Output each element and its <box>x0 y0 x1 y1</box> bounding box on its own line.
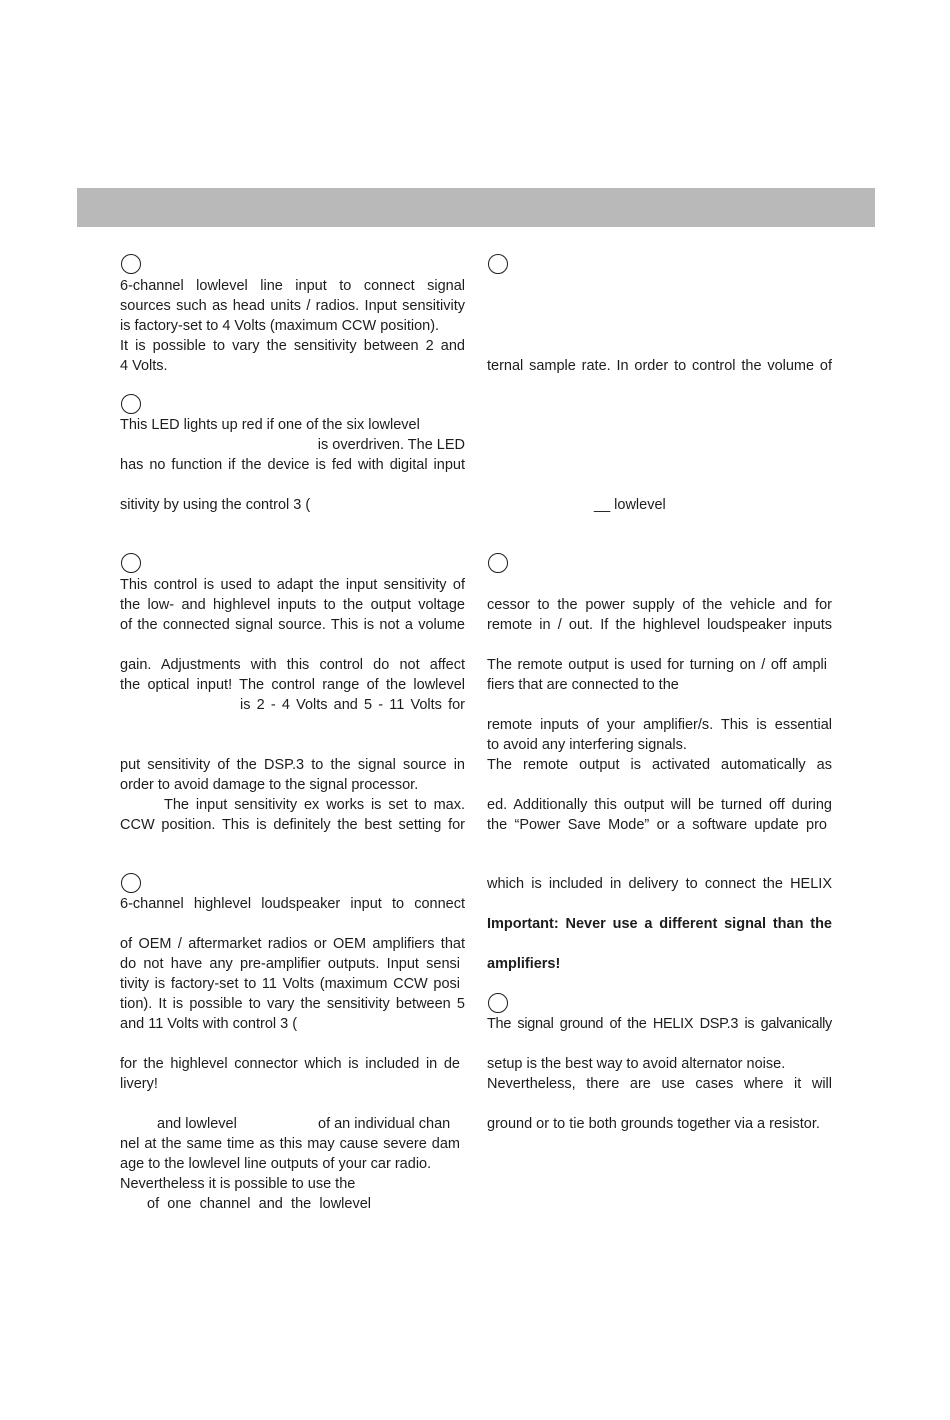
text-line: The remote output is used for turning on / off ampli <box>487 657 827 673</box>
text-line: and 11 Volts with control 3 ( <box>120 1016 298 1032</box>
text-line: 4 Volts. <box>120 358 168 374</box>
text-line: The remote output is activated automatically as <box>487 757 832 773</box>
text-line: nel at the same time as this may cause severe dam <box>120 1136 460 1152</box>
text-line: ground or to tie both grounds together via a resistor. <box>487 1116 820 1132</box>
important-note: amplifiers! <box>487 956 561 972</box>
text-line: tion). It is possible to vary the sensitivity between 5 <box>120 996 465 1012</box>
text-line: The input sensitivity ex works is set to max. <box>164 797 465 813</box>
text-line: This LED lights up red if one of the six lowlevel <box>120 417 420 433</box>
text-line: 6-channel lowlevel line input to connect signal <box>120 278 465 294</box>
text-line: It is possible to vary the sensitivity between 2 and <box>120 338 465 354</box>
section-header-bar <box>77 188 875 227</box>
text-line: which is included in delivery to connect the HELIX <box>487 876 832 892</box>
text-line: sources such as head units / radios. Input sensitivity <box>120 298 465 314</box>
item-number-circle-icon <box>121 553 141 573</box>
text-line: the optical input! The control range of the lowlevel <box>120 677 465 693</box>
text-line: remote inputs of your amplifier/s. This is essential <box>487 717 832 733</box>
text-line: has no function if the device is fed with digital input <box>120 457 465 473</box>
item-number-circle-icon <box>121 254 141 274</box>
text-line: This control is used to adapt the input sensitivity of <box>120 577 465 593</box>
text-line: of the connected signal source. This is not a volume <box>120 617 465 633</box>
text-line: Nevertheless, there are use cases where it will <box>487 1076 832 1092</box>
text-line: __ lowlevel <box>594 497 666 513</box>
text-line: sitivity by using the control 3 ( <box>120 497 311 513</box>
text-line: the “Power Save Mode” or a software update pro <box>487 817 827 833</box>
text-line: setup is the best way to avoid alternator noise. <box>487 1056 786 1072</box>
item-number-circle-icon <box>488 993 508 1013</box>
text-line: is overdriven. The LED <box>317 437 465 453</box>
text-line: of an individual chan <box>318 1116 451 1132</box>
text-line: is factory-set to 4 Volts (maximum CCW position). <box>120 318 440 334</box>
text-line: CCW position. This is definitely the best setting for <box>120 817 465 833</box>
item-number-circle-icon <box>488 254 508 274</box>
text-line: remote in / out. If the highlevel loudspeaker inputs <box>487 617 832 633</box>
important-note: Important: Never use a different signal than the <box>487 916 832 932</box>
text-line: age to the lowlevel line outputs of your car radio. <box>120 1156 432 1172</box>
text-line: ed. Additionally this output will be turned off during <box>487 797 832 813</box>
text-line: do not have any pre-amplifier outputs. Input sensi <box>120 956 460 972</box>
text-line: cessor to the power supply of the vehicle and for <box>487 597 832 613</box>
text-line: fiers that are connected to the <box>487 677 679 693</box>
text-line: put sensitivity of the DSP.3 to the signal source in <box>120 757 465 773</box>
text-line: and lowlevel <box>157 1116 237 1132</box>
text-line: Nevertheless it is possible to use the <box>120 1176 356 1192</box>
text-line: for the highlevel connector which is included in de <box>120 1056 460 1072</box>
text-line: order to avoid damage to the signal processor. <box>120 777 419 793</box>
text-line: livery! <box>120 1076 158 1092</box>
item-number-circle-icon <box>121 394 141 414</box>
text-line: 6-channel highlevel loudspeaker input to connect <box>120 896 465 912</box>
text-line: to avoid any interfering signals. <box>487 737 687 753</box>
text-line: of OEM / aftermarket radios or OEM amplifiers that <box>120 936 465 952</box>
text-line: The signal ground of the HELIX DSP.3 is galvanically <box>487 1016 832 1032</box>
text-line: of one channel and the lowlevel <box>147 1196 371 1212</box>
text-line: is 2 - 4 Volts and 5 - 11 Volts for <box>240 697 465 713</box>
text-line: the low- and highlevel inputs to the output voltage <box>120 597 465 613</box>
text-line: ternal sample rate. In order to control the volume of <box>487 358 832 374</box>
item-number-circle-icon <box>121 873 141 893</box>
item-number-circle-icon <box>488 553 508 573</box>
text-line: gain. Adjustments with this control do not affect <box>120 657 465 673</box>
text-line: tivity is factory-set to 11 Volts (maximum CCW posi <box>120 976 460 992</box>
